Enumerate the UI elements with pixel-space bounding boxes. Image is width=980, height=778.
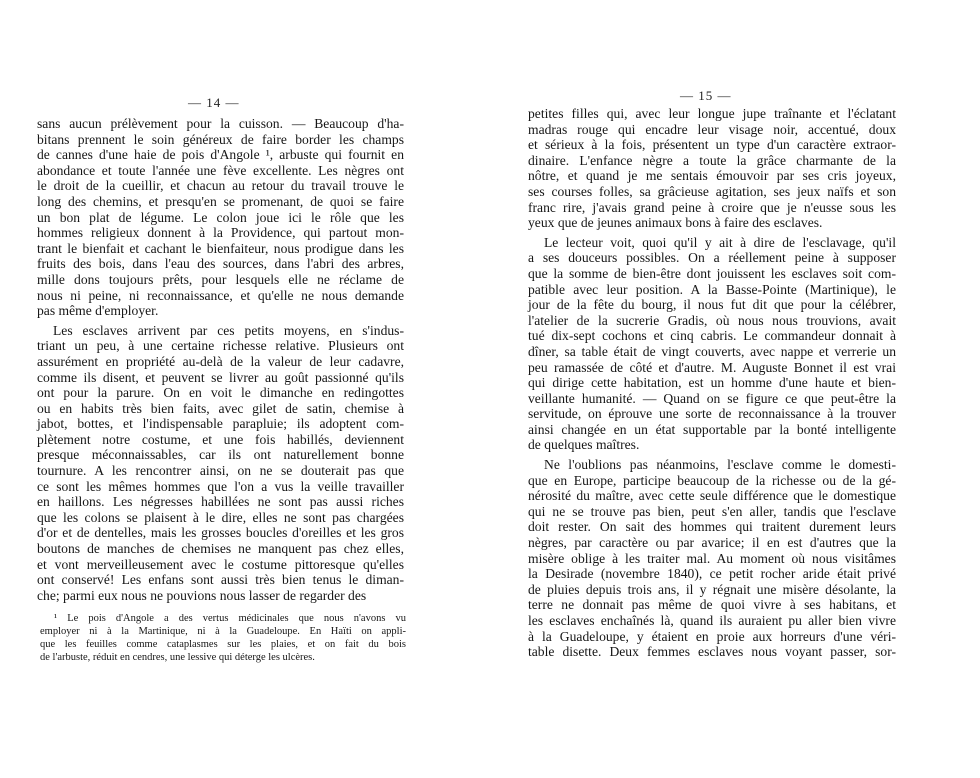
footnote-line: employer ni à la Martinique, ni à la Guadeloupe. En Haïti on appli- xyxy=(40,626,406,637)
text-line: comme ils disent, et peuvent se livrer au goût passionné qu'ils xyxy=(37,369,404,385)
text-line: tué dix-sept cochons et cinq cabris. Le commandeur donnait à xyxy=(528,328,896,344)
text-line: bitans prennent le soin généreux de faire border les champs xyxy=(37,131,404,147)
text-line: nérosité du maître, avec cette seule différence que le domestique xyxy=(528,488,896,504)
text-line: nègres, par caractère ou par avarice; il en est d'autres que la xyxy=(528,535,896,551)
footnote-line: ¹ Le pois d'Angole a des vertus médicinales que nous n'avons vu xyxy=(54,613,406,624)
text-line: presque méconnaissables, car ils ont naturellement bonne xyxy=(37,447,404,463)
text-line: mille dons toujours prêts, pour lesquels elle ne réclame de xyxy=(37,271,404,287)
text-line: ont conservé! Les enfans sont aussi très bien tenus le diman- xyxy=(37,572,404,588)
footnote xyxy=(40,612,406,664)
text-line: triant un peu, à une certaine richesse relative. Plusieurs ont xyxy=(37,338,404,354)
text-line: terre ne donnait pas même de quoi vivre à ses habitans, et xyxy=(528,597,896,613)
text-line: nôtre, et quand je me sentais émouvoir par ses cris joyeux, xyxy=(528,168,896,184)
text-line: hommes religieux donnent à la Providence, qui partout mon- xyxy=(37,225,404,241)
text-line: que les colons se plaisent à le dire, elles ne sont pas chargées xyxy=(37,509,404,525)
text-line: assurément en propriété au-delà de la valeur de leur cadavre, xyxy=(37,353,404,369)
text-line: de quelques maîtres. xyxy=(528,437,640,453)
text-line: ce sont les mêmes hommes que l'on a vus la veille travailler xyxy=(37,478,404,494)
text-line: Les esclaves arrivent par ces petits moyens, en s'indus- xyxy=(53,322,404,338)
text-line: pas même d'employer. xyxy=(37,303,159,319)
footnote-line: de l'arbuste, réduit en cendres, une lessive qui déterge les ulcères. xyxy=(40,652,315,663)
text-line: madras rouge qui encadre leur visage noir, accentué, doux xyxy=(528,121,896,137)
left-page-body xyxy=(37,116,404,603)
text-line: jabot, bottes, et l'indispensable parapluie; ils adoptent com- xyxy=(37,416,404,432)
text-line: l'atelier de la sucrerie Gradis, où nous nous trouvions, avait xyxy=(528,312,896,328)
text-line: de pluies depuis trois ans, il y régnait une misère désolante, la xyxy=(528,581,896,597)
text-line: d'or et de dentelles, mais les grosses boucles d'oreilles et les gros xyxy=(37,525,404,541)
text-line: ainsi changée en un état supportable par la bonté intelligente xyxy=(528,421,896,437)
text-line: sans aucun prélèvement pour la cuisson. — Beaucoup d'ha- xyxy=(37,116,404,131)
footnote-line: que les feuilles comme cataplasmes sur les plaies, et on fait du bois xyxy=(40,639,406,650)
text-line: abondance et toute l'année une fève excellente. Les nègres ont xyxy=(37,162,404,178)
text-line: nous ni peine, ni reconnaissance, et qu'elle ne nous demande xyxy=(37,287,404,303)
text-line: servitude, on éprouve une sorte de reconnaissance à la trouver xyxy=(528,406,896,422)
text-line: et sérieux à la fois, présentent un type d'un caractère extraor- xyxy=(528,137,896,153)
text-line: en haillons. Les négresses habillées ne sont pas aussi riches xyxy=(37,494,404,510)
text-line: patible avec leur position. A la Basse-Pointe (Martinique), le xyxy=(528,281,896,297)
text-line: un bon plat de légume. Le colon joue ici le rôle que les xyxy=(37,209,404,225)
page-number-right: — 15 — xyxy=(680,88,732,103)
text-line: tournure. A les rencontrer ainsi, on ne se douterait pas que xyxy=(37,463,404,479)
text-line: Ne l'oublions pas néanmoins, l'esclave comme le domesti- xyxy=(544,457,896,473)
text-line: dinaire. L'enfance nègre a toute la grâce charmante de la xyxy=(528,152,896,168)
text-line: Le lecteur voit, quoi qu'il y ait à dire de l'esclavage, qu'il xyxy=(544,234,896,250)
text-line: que la somme de bien-être dont jouissent les esclaves soit com- xyxy=(528,265,896,281)
text-line: les esclaves enchaînés là, quand ils auraient pu aller bien vivre xyxy=(528,613,896,628)
text-line: et vont merveilleusement avec le costume pittoresque qu'elles xyxy=(37,556,404,572)
text-line: de cannes d'une haie de pois d'Angole ¹, arbuste qui fournit en xyxy=(37,147,404,163)
text-line: à la Guadeloupe, y étaient en proie aux horreurs d'une véri- xyxy=(528,628,896,644)
text-line: ont pour la parure. On en voit le dimanche en redingottes xyxy=(37,385,404,401)
text-line: long des chemins, et presqu'en se promenant, de quoi se faire xyxy=(37,193,404,209)
text-line: fruits des bois, dans l'eau des sources, dans l'abri des arbres, xyxy=(37,256,404,272)
text-line: a ses douceurs possibles. On a réellement peine à supposer xyxy=(528,250,896,266)
text-line: ses courses folles, sa grâcieuse agitation, ses jeux naïfs et son xyxy=(528,183,896,199)
text-line: misère oblige à les traiter mal. Au moment où nous visitâmes xyxy=(528,550,896,566)
text-line: le droit de la cueillir, et chacun au retour du travail trouve le xyxy=(37,178,404,194)
text-line: boutons de manches de chemises ne manquent pas chez elles, xyxy=(37,541,404,557)
text-line: doit rester. On sait des hommes qui traitent durement leurs xyxy=(528,519,896,535)
text-line: trant le bienfait et cachant le bienfaiteur, nous prodigue dans les xyxy=(37,240,404,256)
text-line: la Desirade (novembre 1840), ce petit rocher aride était privé xyxy=(528,566,896,582)
page-number-left: — 14 — xyxy=(188,95,240,110)
right-page xyxy=(490,0,980,778)
text-line: che; parmi eux nous ne pouvions nous lasser de regarder des xyxy=(37,587,367,603)
text-line: plètement notre costume, et une fois habillés, deviennent xyxy=(37,431,404,447)
right-page-body xyxy=(528,106,896,660)
text-line: que en Europe, participe beaucoup de la richesse ou de la gé- xyxy=(528,472,896,488)
text-line: table disette. Deux femmes esclaves nous voyant passer, sor- xyxy=(528,644,896,660)
text-line: franc rire, j'avais grand peine à croire que je n'eusse sous les xyxy=(528,199,896,215)
text-line: jour de la fête du bourg, il nous fut dit que pour la célébrer, xyxy=(528,297,896,313)
text-line: qui ne se trouve pas bien, peut s'en aller, tandis que l'esclave xyxy=(528,503,896,519)
text-line: dîner, sa table était de vingt couverts, avec nappe et verrerie un xyxy=(528,343,896,359)
text-line: petites filles qui, avec leur longue jupe traînante et l'éclatant xyxy=(528,106,896,121)
text-line: peu ramassée de côté et d'autre. M. Auguste Bonnet il est vrai xyxy=(528,359,896,375)
text-line: ou en habits très bien faits, avec gilet de satin, chemise à xyxy=(37,400,404,416)
text-line: yeux que de jeunes animaux bons à faire des esclaves. xyxy=(528,215,823,231)
text-line: veillante humanité. — Quand on se figure ce que peut-être la xyxy=(528,390,896,406)
text-line: qui dirige cette habitation, est un homme d'une haute et bien- xyxy=(528,375,896,391)
